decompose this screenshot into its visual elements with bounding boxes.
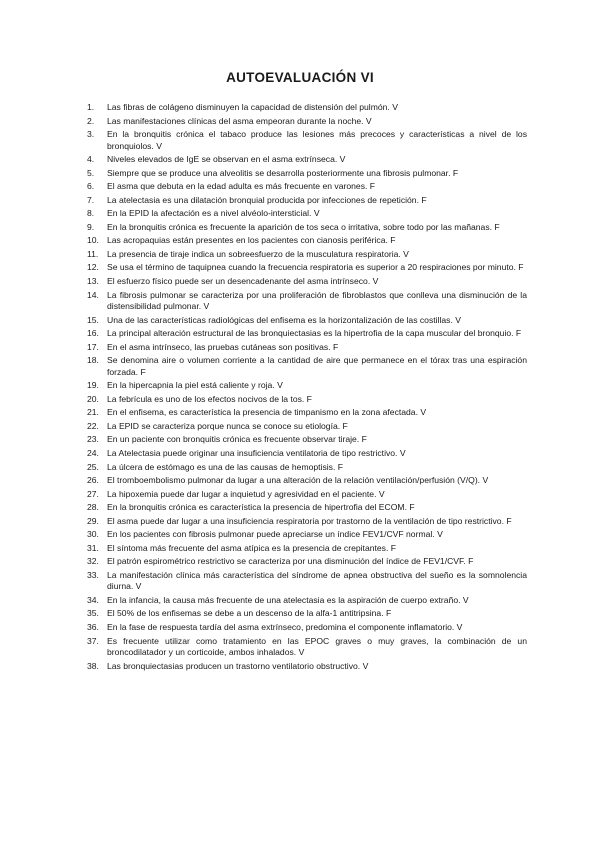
item-number: 6. bbox=[87, 181, 95, 192]
item-text: En la EPID la afectación es a nivel alvéolo-intersticial. V bbox=[107, 208, 320, 219]
list-item bbox=[87, 102, 527, 114]
list-item bbox=[87, 448, 527, 460]
item-number: 24. bbox=[87, 448, 99, 458]
item-number: 31. bbox=[87, 542, 99, 553]
item-text: En la hipercapnia la piel está caliente y roja. V bbox=[107, 380, 283, 391]
item-number: 13. bbox=[87, 275, 99, 286]
list-item bbox=[87, 516, 527, 528]
item-text: Las acropaquias están presentes en los pacientes con cianosis periférica. F bbox=[107, 235, 396, 246]
item-number: 4. bbox=[87, 154, 95, 165]
list-item bbox=[87, 636, 527, 659]
item-text: Se denomina aire o volumen corriente a la cantidad de aire que permanece en el tórax tras una espiración forzada. F bbox=[107, 355, 527, 377]
item-number: 15. bbox=[87, 314, 99, 325]
item-number: 28. bbox=[87, 502, 99, 513]
item-text: El asma puede dar lugar a una insuficiencia respiratoria por trastorno de la ventilación de tipo restrictivo. F bbox=[107, 515, 512, 526]
item-number: 14. bbox=[87, 289, 99, 300]
item-text: El tromboembolismo pulmonar da lugar a una alteración de la relación ventilación/perfusión (V/Q). V bbox=[107, 475, 489, 486]
item-text: En la bronquitis crónica es frecuente la aparición de tos seca o irritativa, sobre todo por las mañanas. F bbox=[107, 221, 500, 232]
item-number: 16. bbox=[87, 328, 99, 339]
item-number: 9. bbox=[87, 221, 95, 232]
item-text: En un paciente con bronquitis crónica es frecuente observar tiraje. F bbox=[107, 434, 367, 445]
item-number: 30. bbox=[87, 529, 99, 540]
item-number: 7. bbox=[87, 194, 95, 205]
item-number: 27. bbox=[87, 488, 99, 499]
item-number: 12. bbox=[87, 262, 99, 273]
list-item bbox=[87, 489, 527, 501]
list-item bbox=[87, 529, 527, 541]
item-text: La EPID se caracteriza porque nunca se conoce su etiología. F bbox=[107, 420, 348, 431]
item-text: Las fibras de colágeno disminuyen la capacidad de distensión del pulmón. V bbox=[107, 102, 398, 112]
list-item bbox=[87, 235, 527, 247]
item-text: El esfuerzo físico puede ser un desencadenante del asma intrínseco. V bbox=[107, 275, 379, 286]
list-item bbox=[87, 622, 527, 634]
list-item bbox=[87, 556, 527, 568]
item-number: 36. bbox=[87, 621, 99, 632]
list-item bbox=[87, 208, 527, 220]
list-item bbox=[87, 462, 527, 474]
list-item bbox=[87, 475, 527, 487]
item-number: 34. bbox=[87, 594, 99, 605]
item-text: En la bronquitis crónica es característica la presencia de hipertrofia del ECOM. F bbox=[107, 502, 415, 513]
list-item bbox=[87, 355, 527, 378]
item-text: El síntoma más frecuente del asma atípica es la presencia de crepitantes. F bbox=[107, 542, 396, 553]
list-item bbox=[87, 407, 527, 419]
item-number: 23. bbox=[87, 434, 99, 445]
list-item bbox=[87, 129, 527, 152]
list-item bbox=[87, 262, 527, 274]
list-item bbox=[87, 249, 527, 261]
item-text: Siempre que se produce una alveolitis se desarrolla posteriormente una fibrosis pulmonar. F bbox=[107, 167, 459, 178]
item-text: La hipoxemia puede dar lugar a inquietud y agresividad en el paciente. V bbox=[107, 488, 385, 499]
list-item bbox=[87, 595, 527, 607]
list-item bbox=[87, 328, 527, 340]
item-number: 35. bbox=[87, 608, 99, 619]
item-text: En la fase de respuesta tardía del asma extrínseco, predomina el componente inflamatorio. V bbox=[107, 621, 463, 632]
list-item bbox=[87, 421, 527, 433]
item-text: La febrícula es uno de los efectos nocivos de la tos. F bbox=[107, 393, 312, 404]
item-number: 3. bbox=[87, 129, 95, 140]
item-text: La Atelectasia puede originar una insuficiencia ventilatoria de tipo restrictivo. V bbox=[107, 448, 406, 458]
item-number: 22. bbox=[87, 420, 99, 431]
list-item bbox=[87, 380, 527, 392]
list-item bbox=[87, 154, 527, 166]
item-number: 5. bbox=[87, 167, 95, 178]
item-number: 2. bbox=[87, 115, 95, 126]
item-number: 10. bbox=[87, 235, 99, 246]
item-number: 17. bbox=[87, 341, 99, 352]
list-item bbox=[87, 116, 527, 128]
item-number: 38. bbox=[87, 660, 99, 671]
list-item bbox=[87, 222, 527, 234]
item-number: 26. bbox=[87, 475, 99, 486]
item-number: 1. bbox=[87, 102, 95, 112]
item-text: El patrón espirométrico restrictivo se caracteriza por una disminución del índice de FEV1/CVF. F bbox=[107, 556, 474, 567]
list-item bbox=[87, 394, 527, 406]
item-text: En la infancia, la causa más frecuente de una atelectasia es la aspiración de cuerpo extraño. V bbox=[107, 594, 469, 605]
item-text: El 50% de los enfisemas se debe a un descenso de la alfa-1 antitripsina. F bbox=[107, 608, 392, 619]
item-text: La atelectasia es una dilatación bronquial producida por infecciones de repetición. F bbox=[107, 194, 427, 205]
list-item bbox=[87, 342, 527, 354]
list-item bbox=[87, 315, 527, 327]
item-text: Las manifestaciones clínicas del asma empeoran durante la noche. V bbox=[107, 115, 372, 126]
page-title: AUTOEVALUACIÓN VI bbox=[226, 70, 374, 85]
item-number: 37. bbox=[87, 635, 99, 646]
question-list bbox=[87, 102, 527, 674]
item-text: En los pacientes con fibrosis pulmonar puede apreciarse un índice FEV1/CVF normal. V bbox=[107, 529, 443, 540]
item-text: En el asma intrínseco, las pruebas cutáneas son positivas. F bbox=[107, 341, 339, 352]
item-number: 20. bbox=[87, 393, 99, 404]
item-text: Las bronquiectasias producen un trastorno ventilatorio obstructivo. V bbox=[107, 660, 369, 671]
item-number: 19. bbox=[87, 380, 99, 391]
item-text: La principal alteración estructural de las bronquiectasias es la hipertrofia de la capa muscular del bronquio. F bbox=[107, 328, 522, 339]
item-text: La fibrosis pulmonar se caracteriza por una proliferación de fibroblastos que conlleva una disminución de la distensibilidad pulmonar. V bbox=[107, 289, 527, 312]
item-text: Es frecuente utilizar como tratamiento en las EPOC graves o muy graves, la combinación de un broncodilatador y un corticoide, ambos inhalados. V bbox=[107, 635, 527, 658]
item-text: Se usa el término de taquipnea cuando la frecuencia respiratoria es superior a 20 respiraciones por minuto. F bbox=[107, 262, 524, 273]
item-number: 8. bbox=[87, 208, 95, 219]
item-number: 33. bbox=[87, 569, 99, 580]
item-text: Una de las características radiológicas del enfisema es la horizontalización de las costillas. V bbox=[107, 314, 461, 325]
list-item bbox=[87, 181, 527, 193]
list-item bbox=[87, 570, 527, 593]
item-text: El asma que debuta en la edad adulta es más frecuente en varones. F bbox=[107, 181, 376, 192]
list-item bbox=[87, 195, 527, 207]
list-item bbox=[87, 502, 527, 514]
list-item bbox=[87, 608, 527, 620]
item-text: En la bronquitis crónica el tabaco produce las lesiones más precoces y características a nivel de los bronquiolos. V bbox=[107, 129, 527, 151]
item-number: 25. bbox=[87, 461, 99, 472]
item-text: La presencia de tiraje indica un sobreesfuerzo de la musculatura respiratoria. V bbox=[107, 248, 409, 259]
item-number: 21. bbox=[87, 407, 99, 418]
list-item bbox=[87, 276, 527, 288]
item-number: 32. bbox=[87, 556, 99, 567]
list-item bbox=[87, 661, 527, 673]
item-text: Niveles elevados de IgE se observan en el asma extrínseca. V bbox=[107, 154, 346, 165]
item-number: 29. bbox=[87, 515, 99, 526]
list-item bbox=[87, 290, 527, 313]
item-text: La úlcera de estómago es una de las causas de hemoptisis. F bbox=[107, 461, 343, 472]
item-number: 18. bbox=[87, 355, 99, 366]
list-item bbox=[87, 434, 527, 446]
item-text: En el enfisema, es característica la presencia de timpanismo en la zona afectada. V bbox=[107, 407, 427, 418]
item-number: 11. bbox=[87, 248, 99, 259]
item-text: La manifestación clínica más característica del síndrome de apnea obstructiva del sueño es la somnolencia diurna. V bbox=[107, 569, 527, 592]
list-item bbox=[87, 168, 527, 180]
list-item bbox=[87, 543, 527, 555]
